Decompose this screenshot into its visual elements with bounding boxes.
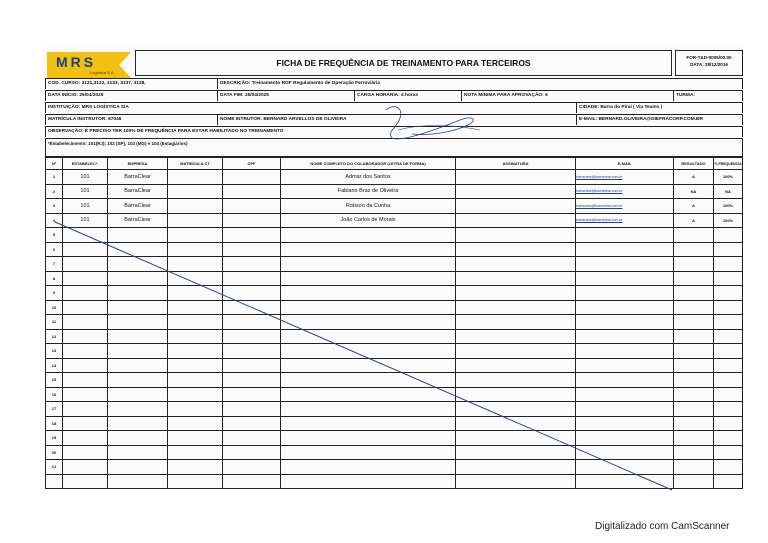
row-email: barraclear@barraclear.com.br	[576, 199, 674, 214]
instructor-signature	[386, 107, 473, 139]
row-number: 13	[46, 344, 63, 359]
col-header: Nº	[46, 158, 63, 170]
row-number: 21	[46, 460, 63, 475]
col-header: ASSINATURA	[456, 158, 576, 170]
row-email: barraclear@barraclear.com.br	[576, 213, 674, 228]
row-number: 11	[46, 315, 63, 330]
doc-date: DATA: 28/12/2016	[690, 62, 728, 67]
course-description: DESCRIÇÃO: Treinamento ROF Regulamento de Operação Ferroviária	[217, 79, 740, 89]
cancel-line	[55, 222, 672, 490]
row-email: barraclear@barraclear.com.br	[576, 184, 674, 199]
col-header: MATRÍCULA CT	[168, 158, 223, 170]
establishment-note: *Estabelecimento: 101(RJ); 102 (SP), 103 (MG) e 104 (Estagiários)	[48, 141, 188, 146]
col-header: CPF	[223, 158, 281, 170]
row-establishment: 101	[63, 184, 108, 199]
row-number: 15	[46, 373, 63, 388]
row-frequency: NA	[714, 184, 743, 199]
row-result: A	[674, 199, 714, 214]
row-number: 2	[46, 184, 63, 199]
row-number: 4	[46, 213, 63, 228]
min-grade: NOTA MÍNIMA PARA APROVAÇÃO: 6	[461, 91, 674, 101]
form-title: FICHA DE FREQUÊNCIA DE TREINAMENTO PARA TERCEIROS	[276, 58, 531, 68]
row-establishment: 101	[63, 170, 108, 185]
row-frequency: 100%	[714, 213, 743, 228]
logo-subtext: Logística S.A.	[90, 70, 115, 75]
scanner-watermark: Digitalizado com CamScanner	[595, 521, 730, 532]
instructor-email: E-MAIL: BERNARD.OLIVEIRA@DIEFRACORP.COM.BR	[576, 115, 740, 125]
row-number: 17	[46, 402, 63, 417]
row-number: 1	[46, 170, 63, 185]
row-number: 7	[46, 257, 63, 272]
row-number: 16	[46, 387, 63, 402]
instructor-id: MATRÍCULA INSTRUTOR: 87046	[48, 117, 122, 122]
row-number: 3	[46, 199, 63, 214]
row-name: Robson da Cunha	[281, 199, 456, 214]
col-header: ESTABELEC*.	[63, 158, 108, 170]
col-header: E-MAIL	[576, 158, 674, 170]
row-result: A	[674, 213, 714, 228]
row-result: NA	[674, 184, 714, 199]
col-header: EMPRESA	[108, 158, 168, 170]
city: CIDADE: Barra do Piraí ( Via Teams )	[576, 103, 740, 113]
col-header: NOME COMPLETO DO COLABORADOR (LETRA DE FORMA)	[281, 158, 456, 170]
row-email: barraclear@barraclear.com.br	[576, 170, 674, 185]
row-company: BarraClear	[108, 184, 168, 199]
instructor-name: NOME INTRUTOR: BERNARD ARVELLOS DE OLIVEIRA	[217, 115, 576, 125]
logo-text: MRS	[56, 54, 97, 70]
row-company: BarraClear	[108, 170, 168, 185]
row-establishment: 101	[63, 199, 108, 214]
row-company: BarraClear	[108, 213, 168, 228]
row-number: 8	[46, 271, 63, 286]
row-frequency: 100%	[714, 199, 743, 214]
institution: INSTITUIÇÃO: MRS LOGÍSTICA S/A	[48, 105, 129, 110]
row-name: João Carlos de Morais	[281, 213, 456, 228]
col-header: % FREQUENCIA	[714, 158, 743, 170]
row-number: 12	[46, 329, 63, 344]
end-date: DATA FIM: 25/04/2025	[217, 91, 354, 101]
row-number: 14	[46, 358, 63, 373]
row-name: Fabiano Braz de Oliveira	[281, 184, 456, 199]
start-date: DATA INÍCIO: 25/04/2025	[48, 93, 104, 98]
row-number: 10	[46, 300, 63, 315]
row-company: BarraClear	[108, 199, 168, 214]
row-number: 6	[46, 242, 63, 257]
row-result: A	[674, 170, 714, 185]
doc-code: FOR-T&D-0005/00.00	[686, 55, 732, 60]
row-name: Admar dos Santos	[281, 170, 456, 185]
col-header: RESULTADO	[674, 158, 714, 170]
row-establishment: 101	[63, 213, 108, 228]
workload: CARGA HORÁRIA: 4 horas	[354, 91, 461, 101]
row-number: 20	[46, 445, 63, 460]
row-frequency: 100%	[714, 170, 743, 185]
row-number: 5	[46, 228, 63, 243]
course-code: COD. CURSO: 3131,3132, 3133, 3137, 3138,	[48, 81, 146, 86]
row-number: 9	[46, 286, 63, 301]
observation: OBSERVAÇÃO: É PRECISO TER 100% DE FREQUÊNCIA PARA ESTAR HABILITADO NO TREINAMENTO	[48, 129, 284, 134]
class-field: TURMA:	[673, 91, 740, 101]
row-number: 19	[46, 431, 63, 446]
row-number: 18	[46, 416, 63, 431]
